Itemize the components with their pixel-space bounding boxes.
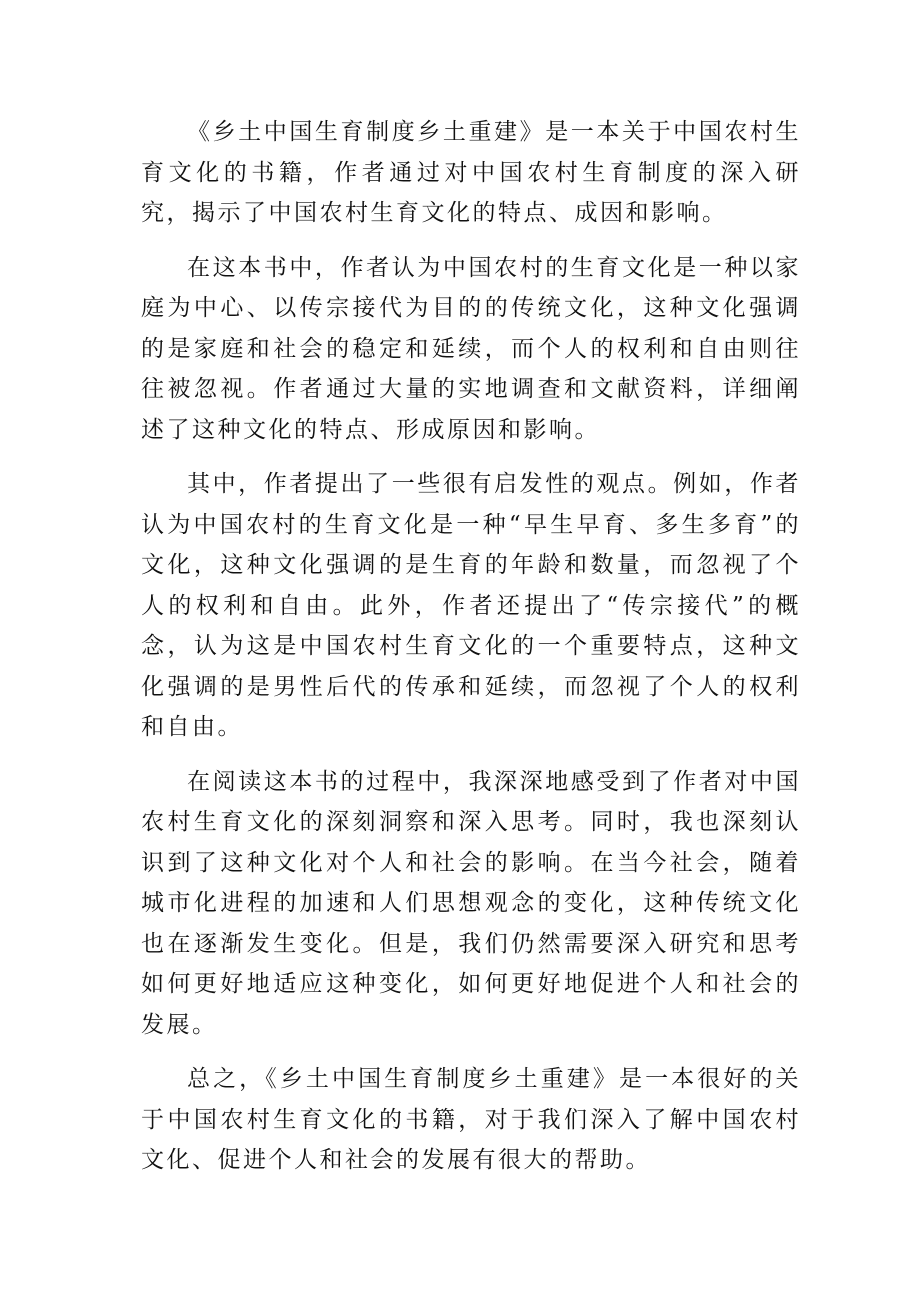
- paragraph-conclusion: 总之，《乡土中国生育制度乡土重建》是一本很好的关于中国农村生育文化的书籍，对于我们深入了解中国农村文化、促进个人和社会的发展有很大的帮助。: [141, 1066, 801, 1173]
- paragraph-reflection: 在阅读这本书的过程中，我深深地感受到了作者对中国农村生育文化的深刻洞察和深入思考。同时，我也深刻认识到了这种文化对个人和社会的影响。在当今社会，随着城市化进程的加速和人们思想观念的变化，这种传统文化也在逐渐发生变化。但是，我们仍然需要深入研究和思考如何更好地适应这种变化，如何更好地促进个人和社会的发展。: [141, 768, 801, 1038]
- paragraph-cultural-view: 在这本书中，作者认为中国农村的生育文化是一种以家庭为中心、以传宗接代为目的的传统文化，这种文化强调的是家庭和社会的稳定和延续，而个人的权利和自由则往往被忽视。作者通过大量的实地调查和文献资料，详细阐述了这种文化的特点、形成原因和影响。: [141, 254, 801, 443]
- paragraph-intro: 《乡土中国生育制度乡土重建》是一本关于中国农村生育文化的书籍，作者通过对中国农村生育制度的深入研究，揭示了中国农村生育文化的特点、成因和影响。: [141, 119, 801, 226]
- document-body: [141, 112, 801, 1195]
- paragraph-key-ideas: 其中，作者提出了一些很有启发性的观点。例如，作者认为中国农村的生育文化是一种“早生早育、多生多育”的文化，这种文化强调的是生育的年龄和数量，而忽视了个人的权利和自由。此外，作者还提出了“传宗接代”的概念，认为这是中国农村生育文化的一个重要特点，这种文化强调的是男性后代的传承和延续，而忽视了个人的权利和自由。: [141, 471, 801, 740]
